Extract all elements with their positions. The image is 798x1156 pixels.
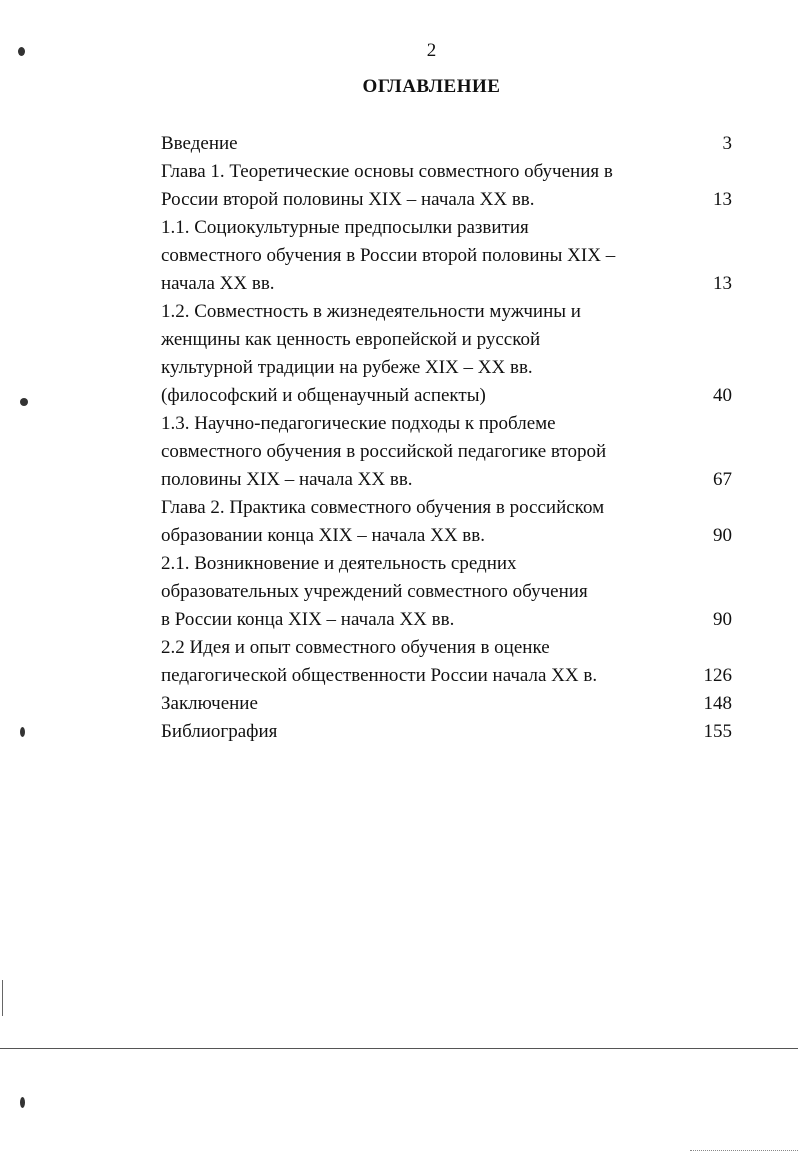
toc-section-2-2-line-1: 2.2 Идея и опыт совместного обучения в оценке [161, 637, 550, 658]
toc-section-1-2-line-4: (философский и общенаучный аспекты) [161, 385, 486, 406]
toc-section-1-2-page: 40 [713, 385, 732, 406]
toc-section-1-1-line-2: совместного обучения в России второй половины XIX – [161, 245, 616, 266]
binder-hole-mark [20, 727, 25, 737]
toc-chapter1-line-2: России второй половины XIX – начала XX вв. [161, 189, 535, 210]
toc-section-2-1-page: 90 [713, 609, 732, 630]
toc-entry-intro-line: Введение [161, 133, 238, 154]
toc-section-2-1-line-1: 2.1. Возникновение и деятельность средних [161, 553, 517, 574]
toc-section-1-3-line-2: совместного обучения в российской педагогике второй [161, 441, 607, 462]
toc-chapter1-line-1: Глава 1. Теоретические основы совместного обучения в [161, 161, 613, 182]
scan-artifact-dots [690, 1150, 798, 1152]
toc-chapter2-line-1: Глава 2. Практика совместного обучения в российском [161, 497, 605, 518]
toc-section-2-2-page: 126 [703, 665, 732, 686]
toc-section-2-1-line-3: в России конца XIX – начала XX вв. [161, 609, 455, 630]
toc-chapter2-line-2: образовании конца XIX – начала XX вв. [161, 525, 486, 546]
toc-chapter1-page: 13 [713, 189, 732, 210]
toc-section-2-1-line-2: образовательных учреждений совместного обучения [161, 581, 588, 602]
toc-section-2-2-line-2: педагогической общественности России начала XX в. [161, 665, 598, 686]
page-title: ОГЛАВЛЕНИЕ [362, 76, 501, 97]
toc-conclusion-page: 148 [703, 693, 732, 714]
toc-section-1-2-line-1: 1.2. Совместность в жизнедеятельности мужчины и [161, 301, 581, 322]
toc-chapter2-page: 90 [713, 525, 732, 546]
toc-section-1-3-line-3: половины XIX – начала XX вв. [161, 469, 413, 490]
binder-hole-mark [20, 398, 28, 406]
toc-conclusion-line: Заключение [161, 693, 258, 714]
toc-section-1-3-line-1: 1.3. Научно-педагогические подходы к проблеме [161, 413, 556, 434]
toc-entry-intro-page: 3 [722, 133, 732, 154]
toc-bibliography-line: Библиография [161, 721, 278, 742]
scan-artifact-line [2, 980, 3, 1016]
binder-hole-mark [18, 47, 25, 56]
toc-section-1-2-line-2: женщины как ценность европейской и русской [161, 329, 541, 350]
toc-section-1-3-page: 67 [713, 469, 732, 490]
toc-section-1-1-line-1: 1.1. Социокультурные предпосылки развития [161, 217, 529, 238]
toc-section-1-2-line-3: культурной традиции на рубеже XIX – XX вв. [161, 357, 533, 378]
scan-artifact-rule [0, 1048, 798, 1049]
toc-bibliography-page: 155 [703, 721, 732, 742]
toc-section-1-1-line-3: начала XX вв. [161, 273, 275, 294]
toc-section-1-1-page: 13 [713, 273, 732, 294]
binder-hole-mark [20, 1097, 25, 1108]
page-number: 2 [426, 40, 437, 61]
